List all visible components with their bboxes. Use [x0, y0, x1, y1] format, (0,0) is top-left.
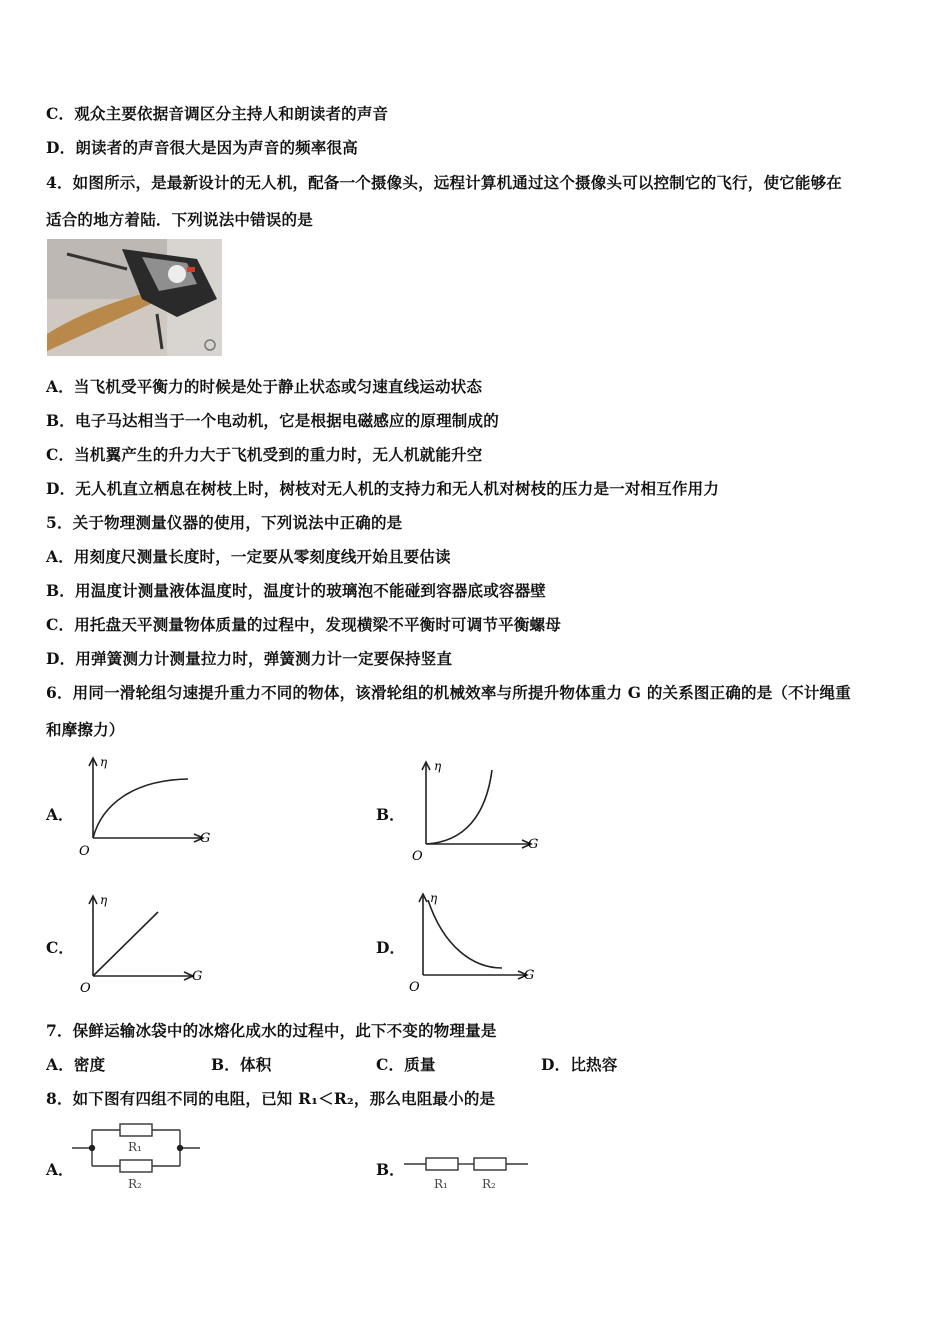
q7-option-b: B．体积 — [211, 1055, 272, 1074]
q4-option-a: A．当飞机受平衡力的时候是处于静止状态或匀速直线运动状态 — [46, 377, 483, 396]
q6c-g: G — [192, 969, 203, 984]
q4-option-c: C．当机翼产生的升力大于飞机受到的重力时，无人机就能升空 — [46, 445, 483, 464]
q7-option-d: D．比热容 — [541, 1055, 618, 1074]
q8b-r2: R₂ — [482, 1177, 496, 1191]
q6b-eta: η — [434, 759, 442, 773]
q6-graph-d — [404, 888, 554, 996]
q5-option-c: C．用托盘天平测量物体质量的过程中，发现横梁不平衡时可调节平衡螺母 — [46, 615, 561, 634]
q4-stem-line2: 适合的地方着陆．下列说法中错误的是 — [46, 210, 313, 229]
q8-circuit-b — [404, 1150, 528, 1194]
q5-stem: 5．关于物理测量仪器的使用，下列说法中正确的是 — [46, 513, 403, 532]
q6d-origin: O — [409, 980, 420, 995]
q6-graph-b — [404, 756, 554, 864]
q6b-g: G — [528, 837, 539, 852]
q5-option-a: A．用刻度尺测量长度时，一定要从零刻度线开始且要估读 — [46, 547, 451, 566]
q8b-r1: R₁ — [434, 1177, 448, 1191]
q4-stem-line1: 4．如图所示，是最新设计的无人机，配备一个摄像头，远程计算机通过这个摄像头可以控制它的飞行，使它能够在 — [46, 173, 842, 192]
q6-graph-a — [74, 752, 224, 860]
q7-option-a: A．密度 — [46, 1055, 106, 1074]
q6-stem-line2: 和摩擦力） — [46, 720, 125, 739]
q6b-origin: O — [412, 849, 423, 864]
q6d-g: G — [524, 968, 535, 983]
q6-graph-c — [74, 888, 224, 996]
q8-label-b: B． — [376, 1160, 405, 1179]
q8-circuit-a — [72, 1118, 200, 1194]
q8a-r1: R₁ — [128, 1140, 142, 1154]
q3-option-d: D．朗读者的声音很大是因为声音的频率很高 — [46, 138, 358, 157]
q5-option-d: D．用弹簧测力计测量拉力时，弹簧测力计一定要保持竖直 — [46, 649, 453, 668]
q7-stem: 7．保鲜运输冰袋中的冰熔化成水的过程中，此下不变的物理量是 — [46, 1021, 497, 1040]
q6c-origin: O — [80, 981, 91, 996]
q6-label-d: D． — [376, 938, 405, 957]
q6c-eta: η — [100, 893, 108, 907]
q6d-eta: η — [430, 891, 438, 905]
q6a-eta: η — [100, 755, 108, 769]
q8-stem: 8．如下图有四组不同的电阻，已知 R₁＜R₂，那么电阻最小的是 — [46, 1089, 496, 1108]
q6-label-a: A． — [46, 805, 74, 824]
q3-option-c: C．观众主要依据音调区分主持人和朗读者的声音 — [46, 104, 389, 123]
q4-option-d: D．无人机直立栖息在树枝上时，树枝对无人机的支持力和无人机对树枝的压力是一对相互作用力 — [46, 479, 720, 498]
q7-option-c: C．质量 — [376, 1055, 436, 1074]
q6-stem-line1: 6．用同一滑轮组匀速提升重力不同的物体，该滑轮组的机械效率与所提升物体重力 G 的关系图正确的是（不计绳重 — [46, 683, 851, 702]
q6a-g: G — [200, 831, 211, 846]
q5-option-b: B．用温度计测量液体温度时，温度计的玻璃泡不能碰到容器底或容器壁 — [46, 581, 547, 600]
q6-label-b: B． — [376, 805, 405, 824]
q6a-origin: O — [79, 844, 90, 859]
q6-label-c: C． — [46, 938, 74, 957]
q8-label-a: A． — [46, 1160, 74, 1179]
q4-option-b: B．电子马达相当于一个电动机，它是根据电磁感应的原理制成的 — [46, 411, 499, 430]
drone-photo — [47, 239, 222, 356]
q8a-r2: R₂ — [128, 1177, 142, 1191]
